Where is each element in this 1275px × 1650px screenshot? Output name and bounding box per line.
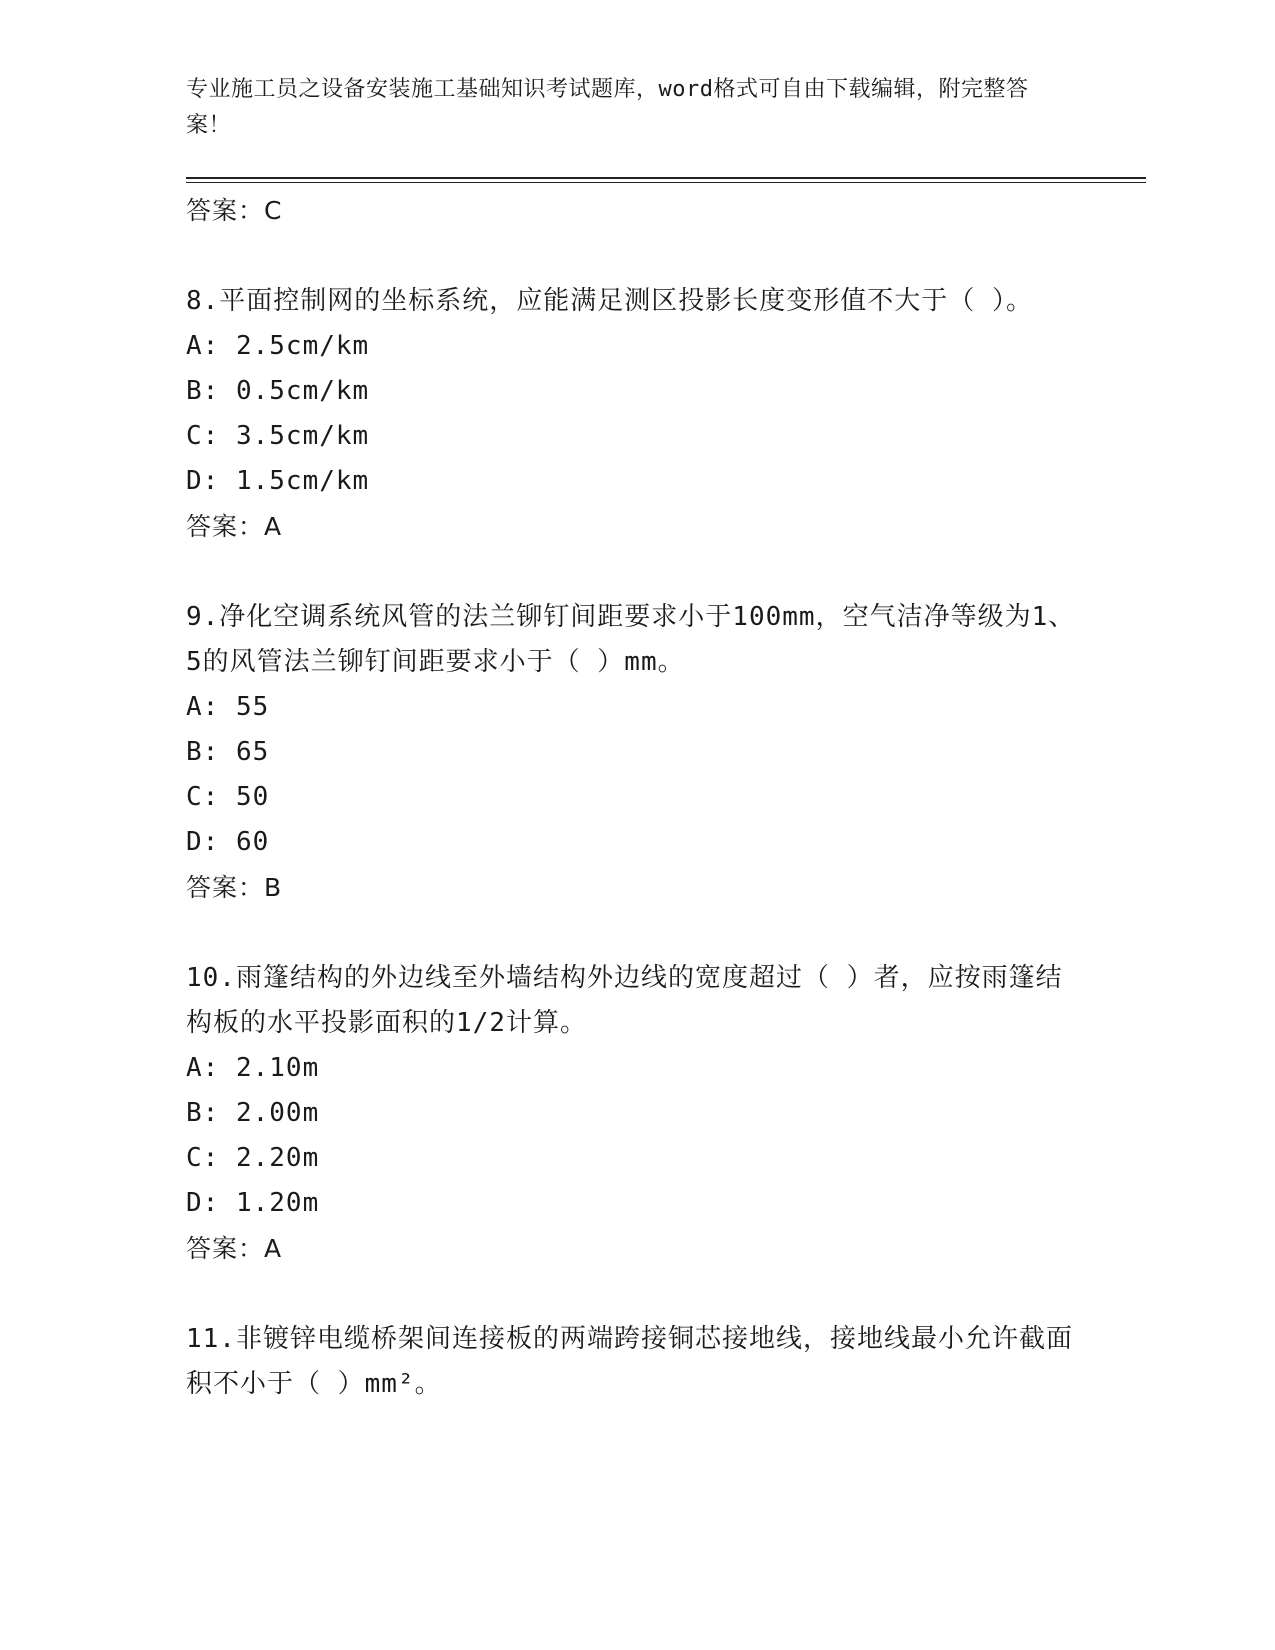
question-11 — [186, 1317, 1146, 1407]
question-8 — [186, 279, 1146, 549]
option-c: C: 3.5cm/km — [186, 421, 370, 451]
answer-previous: 答案：C — [186, 196, 283, 225]
document-header: 专业施工员之设备安装施工基础知识考试题库，word格式可自由下载编辑，附完整答案！ — [186, 77, 1029, 138]
question-9 — [186, 595, 1146, 910]
header-rule-thick — [186, 177, 1146, 179]
question-text: 9.净化空调系统风管的法兰铆钉间距要求小于100mm，空气洁净等级为1、5的风管法兰铆钉间距要求小于（ ）mm。 — [186, 602, 1076, 677]
question-text: 8.平面控制网的坐标系统，应能满足测区投影长度变形值不大于（ ）。 — [186, 286, 1033, 316]
option-a: A: 55 — [186, 692, 270, 722]
question-text: 10.雨篷结构的外边线至外墙结构外边线的宽度超过（ ）者，应按雨篷结构板的水平投影面积的1/2计算。 — [186, 963, 1063, 1038]
option-b: B: 0.5cm/km — [186, 376, 370, 406]
option-c: C: 50 — [186, 782, 270, 812]
header-rule-thin — [186, 182, 1146, 183]
question-text: 11.非镀锌电缆桥架间连接板的两端跨接铜芯接地线，接地线最小允许截面积不小于（ ）mm²。 — [186, 1324, 1073, 1399]
option-b: B: 2.00m — [186, 1098, 320, 1128]
option-a: A: 2.5cm/km — [186, 331, 370, 361]
option-d: D: 1.5cm/km — [186, 466, 370, 496]
answer: 答案：A — [186, 512, 283, 541]
option-a: A: 2.10m — [186, 1053, 320, 1083]
option-b: B: 65 — [186, 737, 270, 767]
option-c: C: 2.20m — [186, 1143, 320, 1173]
question-list — [186, 188, 1146, 1407]
answer: 答案：A — [186, 1234, 283, 1263]
answer: 答案：B — [186, 873, 283, 902]
question-10 — [186, 956, 1146, 1271]
option-d: D: 1.20m — [186, 1188, 320, 1218]
option-d: D: 60 — [186, 827, 270, 857]
